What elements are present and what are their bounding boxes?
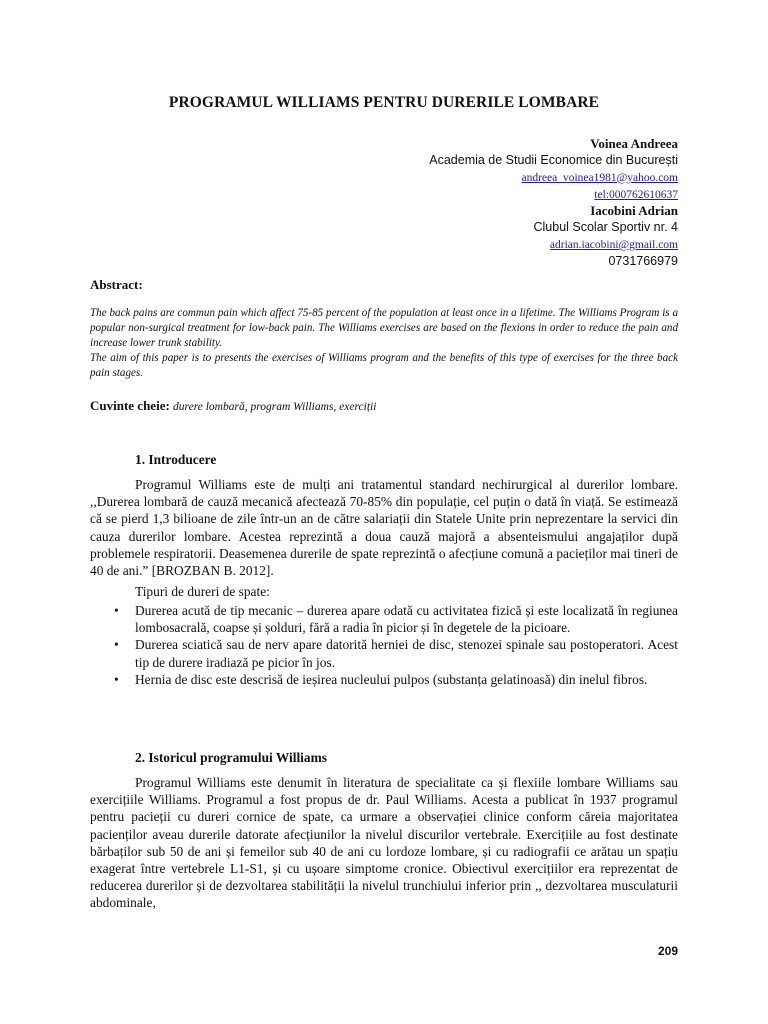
keywords-value: durere lombară, program Williams, exerciții	[173, 401, 377, 413]
page-number: 209	[657, 944, 678, 958]
author-email-link-1[interactable]: andreea_voinea1981@yahoo.com	[521, 171, 678, 184]
bullet-icon: •	[114, 637, 119, 653]
author-name-1: Voinea Andreea	[590, 136, 678, 151]
section-1-heading: 1. Introducere	[135, 452, 217, 467]
list-item-text: Durerea acută de tip mecanic – durerea apare odată cu activitatea fizică și este localizată în regiunea lombosacrală, coapse și șolduri, fără a radia în picior și în degetele de la picioare.	[135, 603, 678, 636]
list-item-text: Durerea sciatică sau de nerv apare datorită herniei de disc, stenozei spinale sau postoperatori. Acest tip de durere iradiază pe picior în jos.	[135, 637, 678, 670]
paper-title: PROGRAMUL WILLIAMS PENTRU DURERILE LOMBARE	[168, 94, 600, 111]
section-2-paragraph: Programul Williams este denumit în literatura de specialitate ca și flexiile lombare Williams sau exercițiile Williams. Programul a fost propus de dr. Paul Williams. Acesta a publicat în 1937 programul pentru pacieții cu dureri cornice de spate, ca urmare a observației clinice conform căreia majoritatea pacienților aveau durerile datorate afecțiunilor la nivelul discurilor vertebrale. Exercițiile au fost destinate bărbaților sub 50 de ani și femeilor sub 40 de ani cu lordoze lombare, și cu radiografii ce arătau un spațiu exagerat între vertebrele L1-S1, și cu ușoare simptome cronice. Obiectivul exercițiilor era reprezentat de reducerea durerilor și de dezvoltarea stabilității la nivelul trunchiului inferior prin ,, dezvoltarea musculaturii abdominale,	[90, 775, 678, 911]
section-2-body	[90, 774, 678, 912]
author-email-link-2[interactable]: adrian.iacobini@gmail.com	[549, 238, 678, 251]
author-affiliation-1: Academia de Studii Economice din București	[429, 153, 678, 168]
back-pain-types-list	[114, 602, 678, 688]
list-item	[114, 636, 678, 670]
abstract-paragraph-1: The back pains are commun pain which affect 75-85 percent of the population at least once in a lifetime. The Williams Program is a popular non-surgical treatment for low-back pain. The Williams exercises are based on the flexions in order to reduce the pain and increase lower trunk stability.	[90, 307, 678, 349]
author-phone-link-1[interactable]: tel:000762610637	[594, 188, 678, 201]
list-item	[114, 671, 678, 688]
author-block	[258, 136, 678, 269]
list-item-text: Hernia de disc este descrisă de ieșirea nucleului pulpos (substanța gelatinoasă) din inelul fibros.	[135, 671, 648, 687]
keywords-label: Cuvinte cheie:	[90, 398, 170, 413]
bullet-icon: •	[114, 603, 119, 618]
section-1-body	[90, 476, 678, 579]
author-phone-2: 0731766979	[608, 254, 678, 269]
bullet-icon: •	[114, 671, 119, 687]
author-affiliation-2: Clubul Scolar Sportiv nr. 4	[533, 220, 678, 235]
abstract-text	[90, 306, 678, 381]
list-item	[114, 602, 678, 636]
back-pain-types-intro: Tipuri de dureri de spate:	[135, 584, 270, 599]
abstract-heading: Abstract:	[90, 277, 143, 292]
section-1-paragraph: Programul Williams este de mulți ani tratamentul standard nechirurgical al durerilor lombare. ,,Durerea lombară de cauză mecanică afectează 70-85% din populație, cel puțin o dată în viață. Se estimează că se pierd 1,3 bilioane de zile într-un an de către salariații din Statele Unite prin neprezentare la servici din cauza durerilor lombare. Acestea reprezintă a doua cauză majoră a absenteismului angajaților după problemele respiratorii. Deasemenea durerile de spate reprezintă o afecțiune comună a pacieților mai tineri de 40 de ani.” [BROZBAN B. 2012].	[90, 477, 678, 579]
author-name-2: Iacobini Adrian	[590, 203, 678, 219]
section-2-heading: 2. Istoricul programului Williams	[135, 750, 327, 765]
keywords	[90, 398, 376, 414]
abstract-paragraph-2: The aim of this paper is to presents the exercises of Williams program and the benefits of this type of exercises for the three back pain stages.	[90, 352, 678, 379]
